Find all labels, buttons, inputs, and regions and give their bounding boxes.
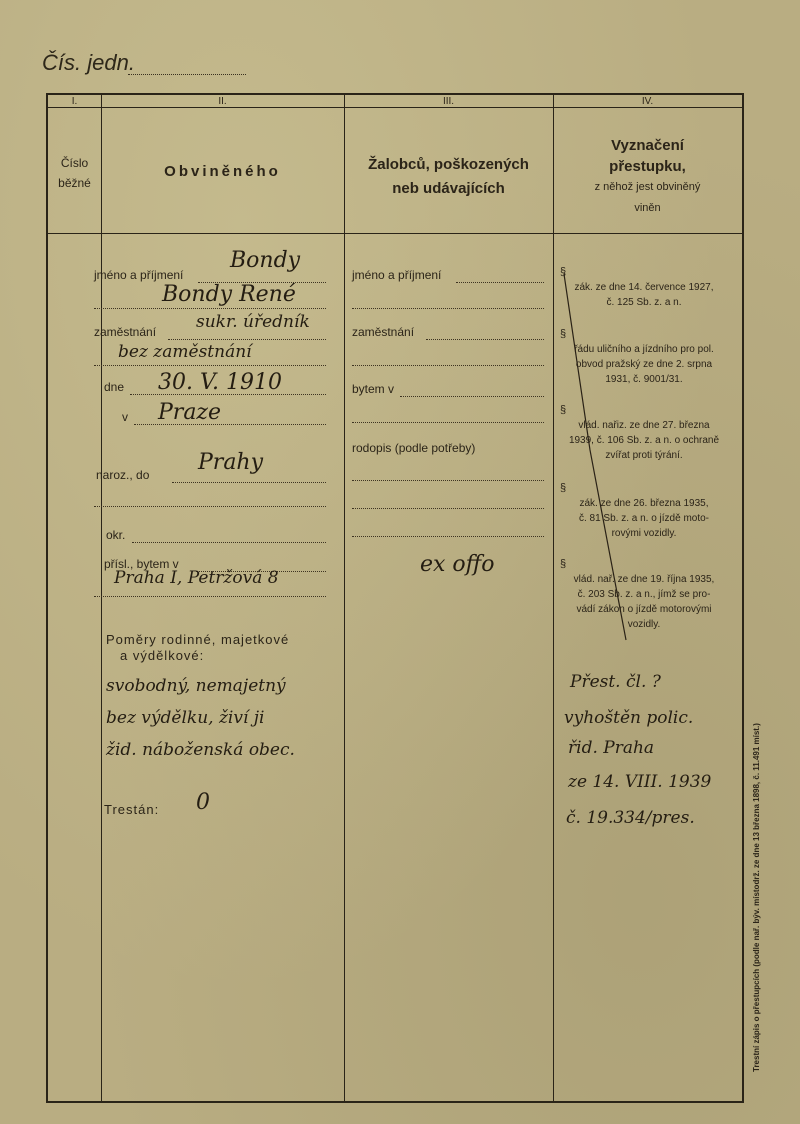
punished-label: Trestán: <box>104 802 160 817</box>
dotted-line <box>94 365 326 366</box>
column-number: I. <box>71 96 78 107</box>
file-number-label: Čís. jedn. <box>42 50 135 75</box>
accused-occupation-label: zaměstnání <box>94 325 157 339</box>
accused-born-label: naroz., do <box>96 468 150 482</box>
row-divider <box>48 107 742 108</box>
accused-residence-label: přísl., bytem v <box>104 557 179 571</box>
offence-note-5: č. 19.334/pres. <box>566 808 695 828</box>
family-handwriting-1: svobodný, nemajetný <box>106 676 286 696</box>
section-mark: § <box>560 482 567 494</box>
dotted-line <box>172 482 326 483</box>
dotted-line <box>426 339 544 340</box>
dotted-line <box>352 422 544 423</box>
accused-occupation-handwriting: sukr. úředník <box>196 312 310 332</box>
law-reference-1: zák. ze dne 14. července 1927, č. 125 Sb. z. a n. <box>574 282 714 308</box>
section-mark: § <box>560 404 567 416</box>
offence-note-2: vyhoštěn polic. <box>564 708 694 728</box>
column-number: II. <box>218 96 227 107</box>
offence-note-3: řid. Praha <box>568 738 655 758</box>
dotted-line <box>94 506 326 507</box>
accused-name-label: jméno a příjmení <box>94 268 184 282</box>
column-header-plaintiffs: Žalobců, poškozených neb udávajících <box>368 156 529 197</box>
accused-date-handwriting: 30. V. 1910 <box>158 370 282 395</box>
accused-date-label: dne <box>104 380 125 394</box>
accused-fullname-handwriting: Bondy René <box>162 282 296 307</box>
crossing-out-stroke <box>550 270 670 650</box>
dotted-line <box>352 365 544 366</box>
family-label-2: a výdělkové: <box>120 648 205 663</box>
offence-note-4: ze 14. VIII. 1939 <box>568 772 712 792</box>
accused-district-label: okr. <box>106 528 126 542</box>
accused-occupation2-handwriting: bez zaměstnání <box>118 342 252 362</box>
column-divider <box>344 95 345 1101</box>
column-divider <box>101 95 102 1101</box>
plaintiff-handwriting: ex offo <box>420 552 495 577</box>
dotted-line <box>352 508 544 509</box>
dotted-line <box>352 480 544 481</box>
file-number-line <box>128 74 246 75</box>
section-mark: § <box>560 558 567 570</box>
punished-handwriting: 0 <box>196 790 210 815</box>
row-divider <box>48 233 742 234</box>
dotted-line <box>94 596 326 597</box>
column-header-accused: Obviněného <box>164 163 281 180</box>
accused-residence-handwriting: Praha I, Petržová 8 <box>114 568 279 588</box>
section-mark: § <box>560 266 567 278</box>
accused-born-handwriting: Prahy <box>198 450 264 475</box>
dotted-line <box>94 308 326 309</box>
column-number: III. <box>442 96 455 107</box>
family-label: Poměry rodinné, majetkové <box>106 632 290 647</box>
accused-place-handwriting: Praze <box>158 400 222 425</box>
dotted-line <box>352 536 544 537</box>
dotted-line <box>168 339 326 340</box>
dotted-line <box>456 282 544 283</box>
plaintiff-name-label: jméno a příjmení <box>352 268 442 282</box>
law-reference-4: zák. ze dne 26. března 1935, č. 81 Sb. z. a n. o jízdě moto- rovými vozidly. <box>578 498 710 539</box>
column-header-number: Číslo běžné <box>58 156 91 190</box>
column-header-offence: Vyznačení přestupku, z něhož jest obviněný viněn <box>594 137 701 214</box>
dotted-line <box>352 308 544 309</box>
accused-in-label: v <box>122 410 128 424</box>
dotted-line <box>132 542 326 543</box>
offence-note-1: Přest. čl. ? <box>570 672 661 692</box>
column-number: IV. <box>641 96 654 107</box>
law-reference-2: řádu uličního a jízdního pro pol. obvod pražský ze dne 2. srpna 1931, č. 9001/31. <box>574 344 714 385</box>
plaintiff-occupation-label: zaměstnání <box>352 325 415 339</box>
family-handwriting-3: žid. náboženská obec. <box>106 740 295 760</box>
section-mark: § <box>560 328 567 340</box>
dotted-line <box>400 396 544 397</box>
accused-surname-handwriting: Bondy <box>230 248 301 273</box>
law-reference-3: vlád. nařiz. ze dne 27. března 1939, č. 106 Sb. z. a n. o ochraně zvířat proti týrání. <box>568 420 720 461</box>
form-side-caption: Trestní zápis o přestupcích (podle nař. býv. místodrž. ze dne 13 března 1898, č. 11.491 míst.) <box>752 723 761 1072</box>
plaintiff-record-label: rodopis (podle potřeby) <box>352 441 476 455</box>
plaintiff-residence-label: bytem v <box>352 382 395 396</box>
law-reference-5: vlád. nař. ze dne 19. října 1935, č. 203 Sb. z. a n., jímž se pro- vádí zákon o jízdě motorovými vozidly. <box>573 574 715 630</box>
family-handwriting-2: bez výdělku, živí ji <box>106 708 265 728</box>
